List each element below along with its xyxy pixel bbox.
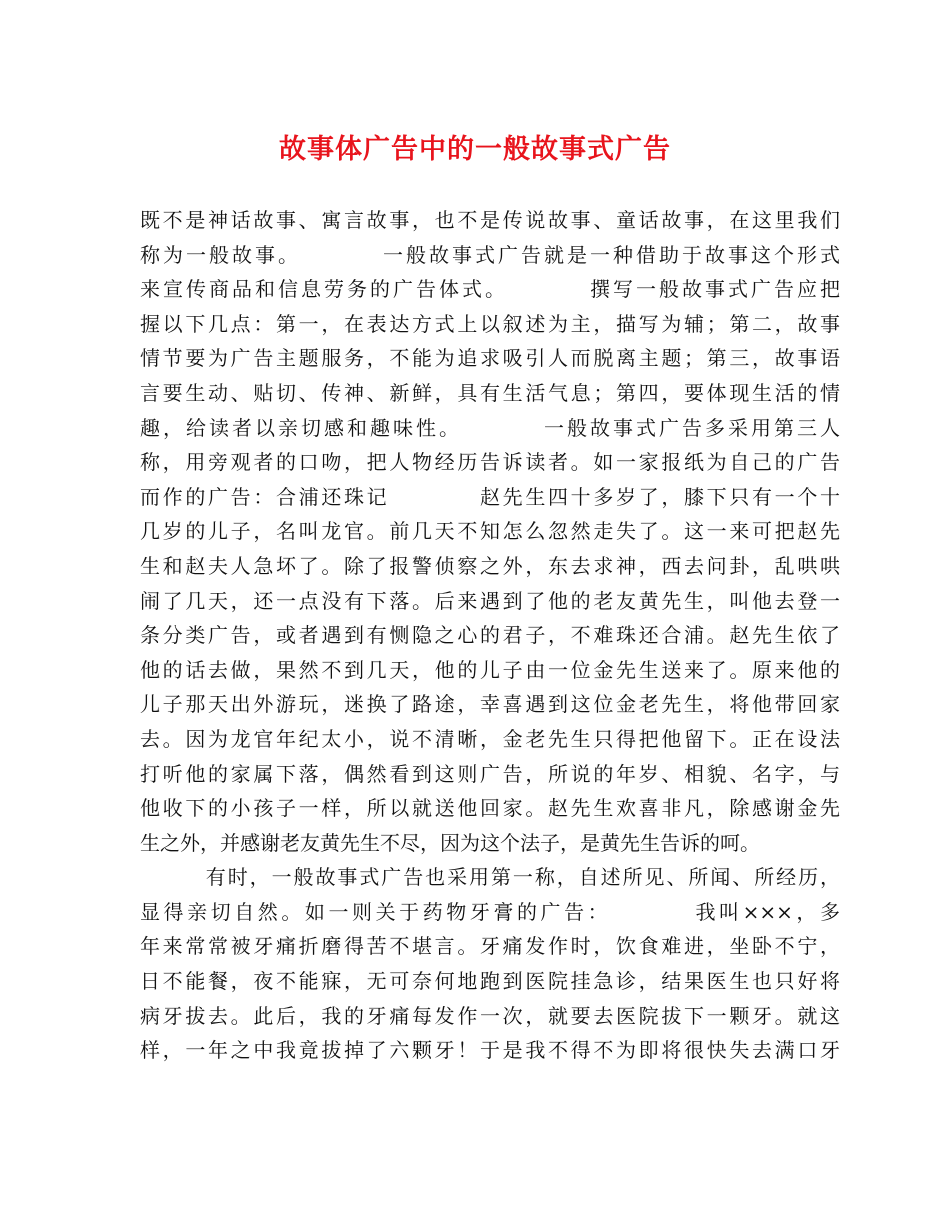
paragraph-line: 握以下几点：第一，在表达方式上以叙述为主，描写为辅；第二，故事	[140, 311, 840, 336]
paragraph-line: 他收下的小孩子一样，所以就送他回家。赵先生欢喜非凡，除感谢金先	[140, 796, 840, 821]
paragraph-line: 言要生动、贴切、传神、新鲜，具有生活气息；第四，要体现生活的情	[140, 380, 840, 405]
paragraph-line: 他的话去做，果然不到几天，他的儿子由一位金先生送来了。原来他的	[140, 657, 840, 682]
paragraph-line: 去。因为龙官年纪太小，说不清晰，金老先生只得把他留下。正在设法	[140, 726, 840, 751]
paragraph-line: 打听他的家属下落，偶然看到这则广告，所说的年岁、相貌、名字，与	[140, 761, 840, 786]
paragraph-line: 年来常常被牙痛折磨得苦不堪言。牙痛发作时，饮食难进，坐卧不宁，	[140, 934, 840, 959]
paragraph-line: 生和赵夫人急坏了。除了报警侦察之外，东去求神，西去问卦，乱哄哄	[140, 553, 840, 578]
paragraph-line: 生之外，并感谢老友黄先生不尽，因为这个法子，是黄先生告诉的呵。	[140, 830, 760, 855]
document-title: 故事体广告中的一般故事式广告	[279, 134, 671, 165]
paragraph-line: 病牙拔去。此后，我的牙痛每发作一次，就要去医院拔下一颗牙。就这	[140, 1003, 840, 1028]
paragraph-line: 情节要为广告主题服务，不能为追求吸引人而脱离主题；第三，故事语	[140, 346, 840, 371]
document-body	[140, 203, 840, 1068]
paragraph-line: 条分类广告，或者遇到有恻隐之心的君子，不难珠还合浦。赵先生依了	[140, 623, 840, 648]
paragraph-line: 称，用旁观者的口吻，把人物经历告诉读者。如一家报纸为自己的广告	[140, 450, 840, 475]
paragraph-line: 日不能餐，夜不能寐，无可奈何地跑到医院挂急诊，结果医生也只好将	[140, 969, 840, 994]
paragraph-line: 而作的广告：合浦还珠记 赵先生四十多岁了，膝下只有一个十	[140, 484, 840, 509]
paragraph-line: 称为一般故事。 一般故事式广告就是一种借助于故事这个形式	[140, 242, 840, 267]
paragraph-line: 趣，给读者以亲切感和趣味性。 一般故事式广告多采用第三人	[140, 415, 840, 440]
paragraph-line: 显得亲切自然。如一则关于药物牙膏的广告： 我叫×××，多	[140, 899, 840, 924]
paragraph-line: 儿子那天出外游玩，迷换了路途，幸喜遇到这位金老先生，将他带回家	[140, 692, 840, 717]
paragraph-line: 既不是神话故事、寓言故事，也不是传说故事、童话故事，在这里我们	[140, 208, 840, 232]
paragraph-line: 闹了几天，还一点没有下落。后来遇到了他的老友黄先生，叫他去登一	[140, 588, 840, 613]
paragraph-line: 几岁的儿子，名叫龙官。前几天不知怎么忽然走失了。这一来可把赵先	[140, 519, 840, 544]
paragraph-line: 来宣传商品和信息劳务的广告体式。 撰写一般故事式广告应把	[140, 277, 840, 302]
paragraph-line: 有时，一般故事式广告也采用第一称，自述所见、所闻、所经历，	[140, 865, 840, 890]
paragraph-line: 样，一年之中我竟拔掉了六颗牙！于是我不得不为即将很快失去满口牙	[140, 1038, 840, 1063]
